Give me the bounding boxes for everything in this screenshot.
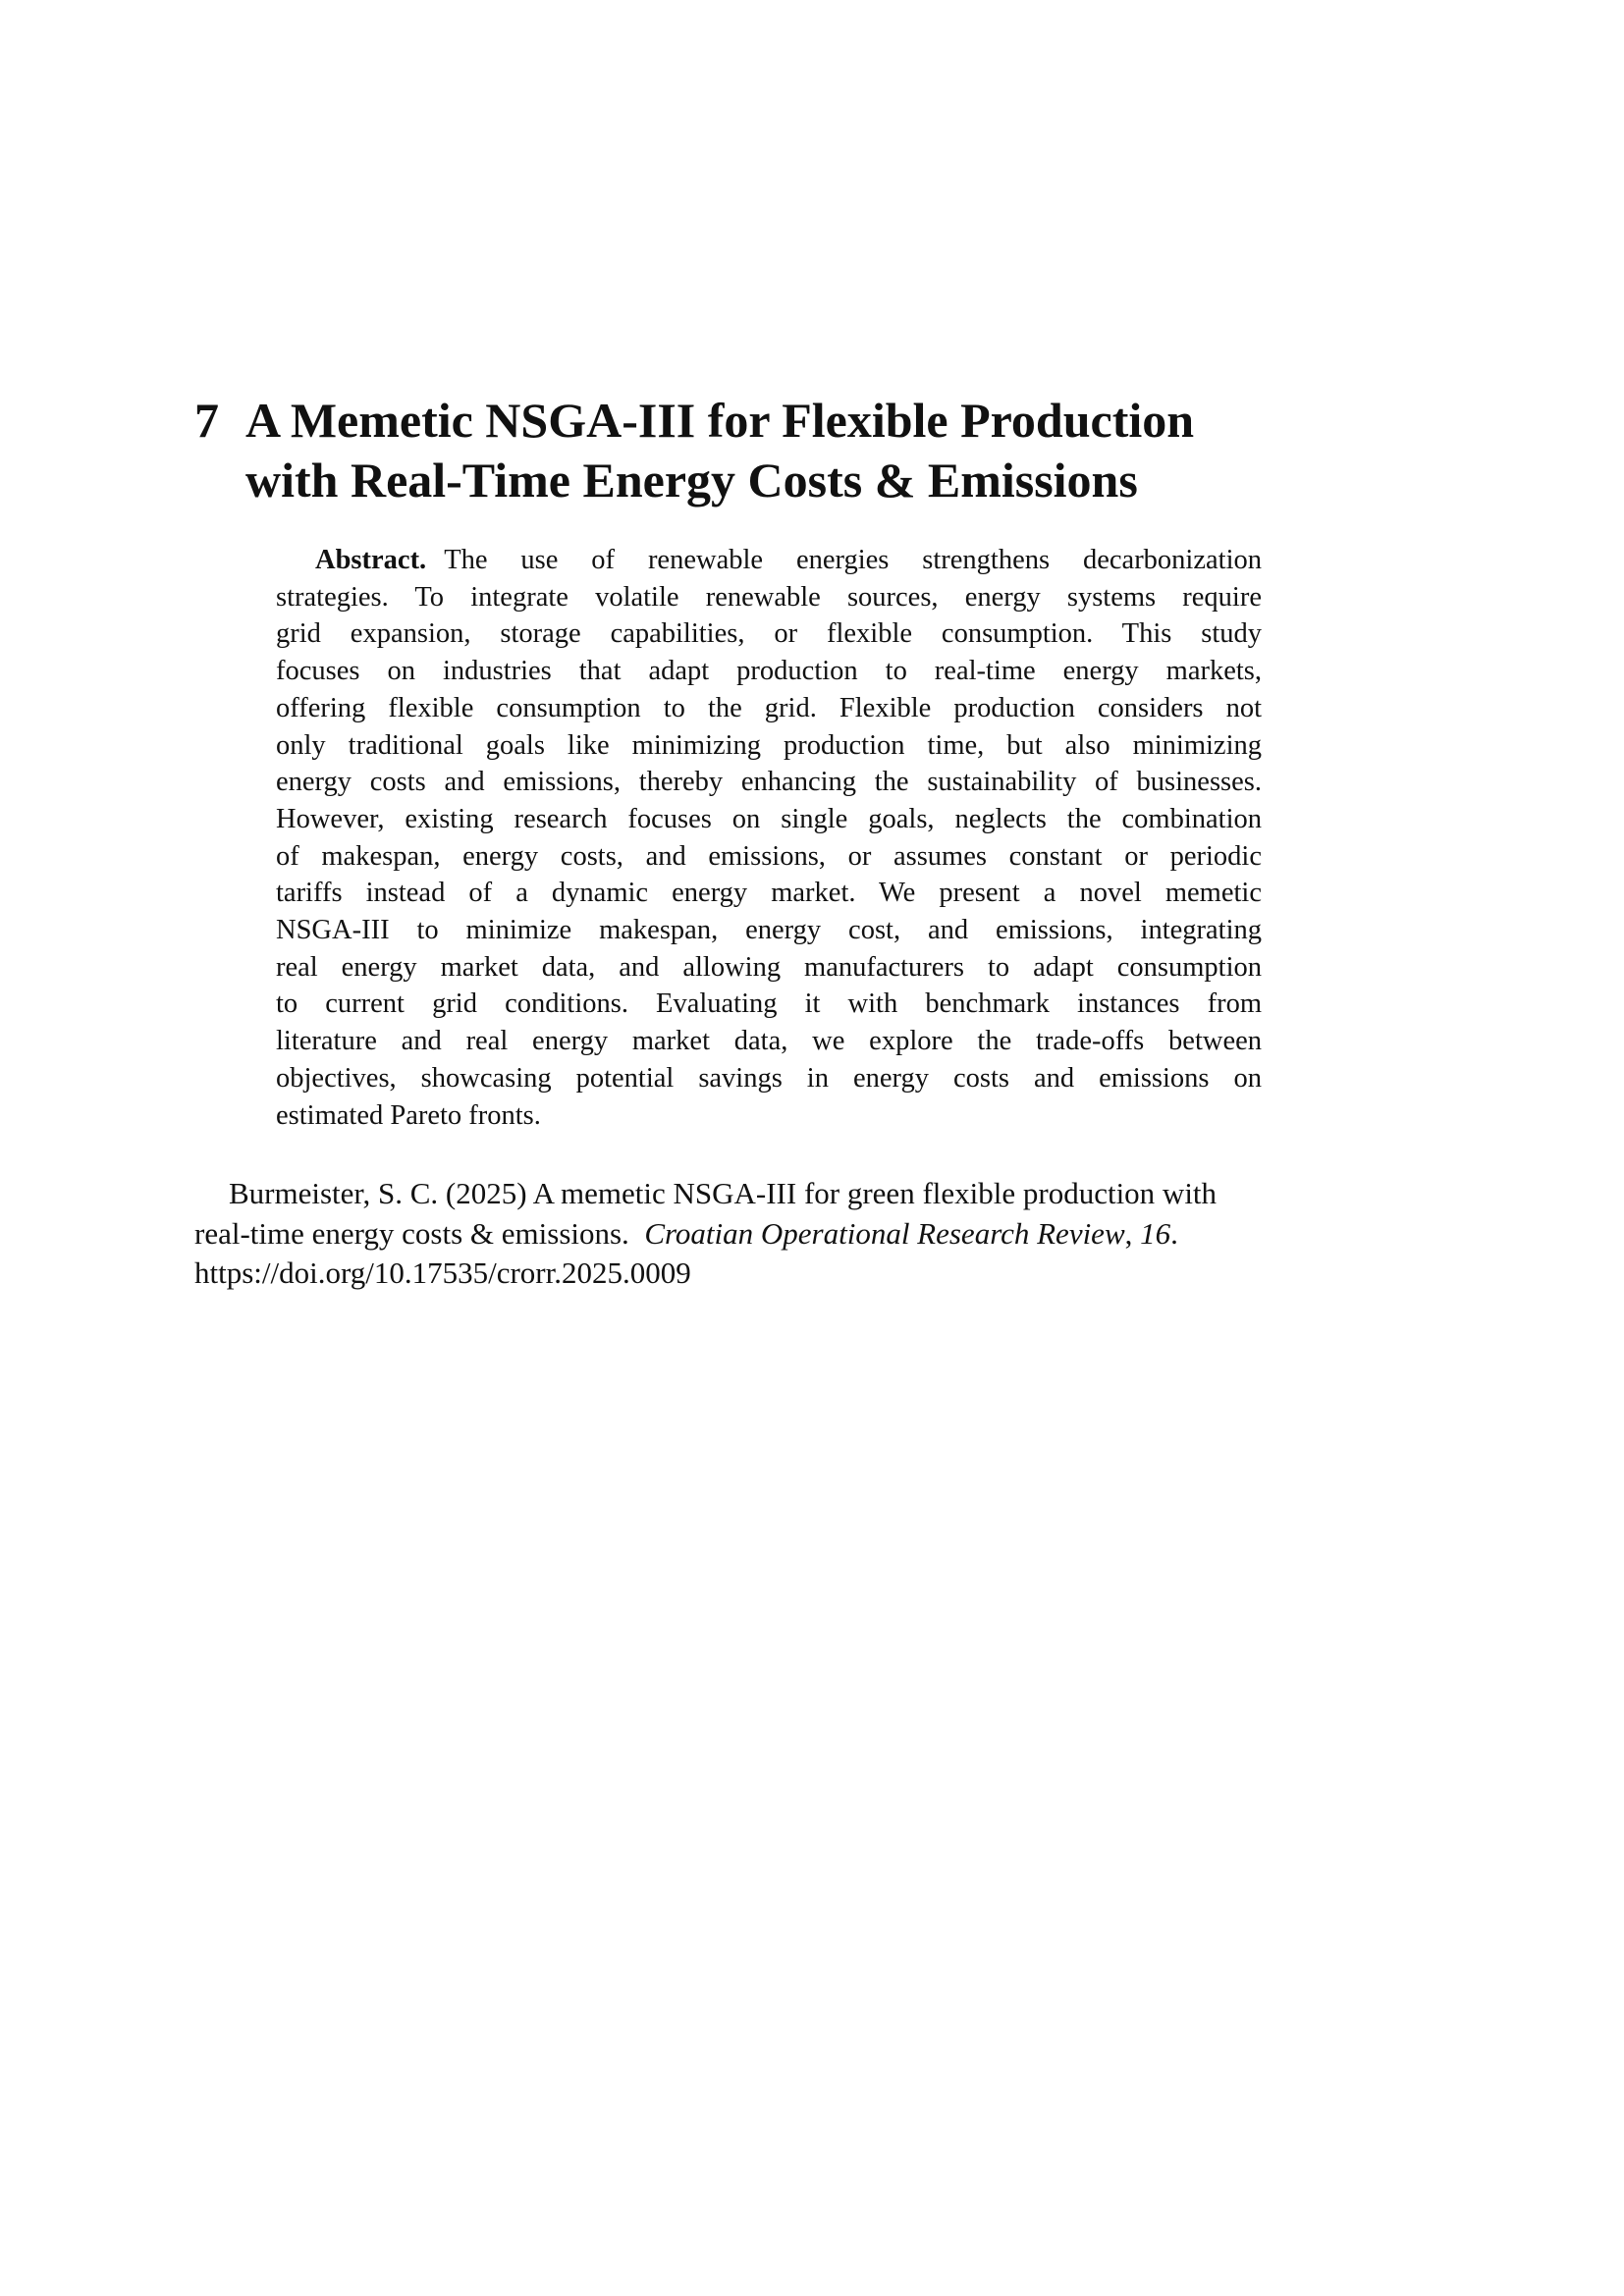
abstract-line: grid expansion, storage capabilities, or flexible consumption. This study: [276, 618, 1262, 650]
abstract-line: NSGA-III to minimize makespan, energy cost, and emissions, integrating: [276, 915, 1262, 946]
abstract-line: to current grid conditions. Evaluating it with benchmark instances from: [276, 988, 1262, 1020]
abstract-line: energy costs and emissions, thereby enhancing the sustainability of businesses.: [276, 767, 1262, 798]
abstract-line: strategies. To integrate volatile renewable sources, energy systems require: [276, 581, 1262, 613]
chapter-title-line: with Real-Time Energy Costs & Emissions: [245, 453, 1138, 507]
abstract-line: However, existing research focuses on single goals, neglects the combination: [276, 803, 1262, 834]
abstract-line: real energy market data, and allowing manufacturers to adapt consumption: [276, 951, 1262, 983]
abstract: [276, 542, 1262, 1134]
citation-doi[interactable]: https://doi.org/10.17535/crorr.2025.0009: [194, 1255, 691, 1290]
abstract-line: offering flexible consumption to the grid. Flexible production considers not: [276, 692, 1262, 723]
chapter-number: 7: [194, 393, 219, 448]
abstract-line: [276, 542, 1262, 579]
abstract-line: tariffs instead of a dynamic energy market. We present a novel memetic: [276, 878, 1262, 909]
abstract-text: The use of renewable energies strengthens decarbonization: [444, 545, 1262, 575]
citation-separator: ,: [1124, 1215, 1133, 1251]
abstract-line: estimated Pareto fronts.: [276, 1099, 541, 1131]
abstract-line: of makespan, energy costs, and emissions, or assumes constant or periodic: [276, 840, 1262, 872]
chapter-title-line: A Memetic NSGA-III for Flexible Production: [245, 393, 1195, 448]
abstract-line: literature and real energy market data, we explore the trade-offs between: [276, 1026, 1262, 1057]
abstract-line: objectives, showcasing potential savings in energy costs and emissions on: [276, 1062, 1262, 1094]
chapter-heading: [194, 391, 1373, 510]
citation-line: Burmeister, S. C. (2025) A memetic NSGA-III for green flexible production with: [229, 1176, 1218, 1210]
abstract-label: Abstract.: [315, 545, 427, 575]
abstract-line: only traditional goals like minimizing production time, but also minimizing: [276, 729, 1262, 761]
citation: [194, 1174, 1349, 1294]
citation-journal: Croatian Operational Research Review: [644, 1215, 1125, 1251]
abstract-line: focuses on industries that adapt production to real-time energy markets,: [276, 656, 1262, 687]
citation-prefix: real-time energy costs & emissions.: [194, 1215, 629, 1251]
citation-end: .: [1170, 1215, 1178, 1251]
chapter-title: [245, 391, 1194, 510]
citation-line: [194, 1214, 1349, 1255]
citation-volume: 16: [1140, 1215, 1171, 1251]
